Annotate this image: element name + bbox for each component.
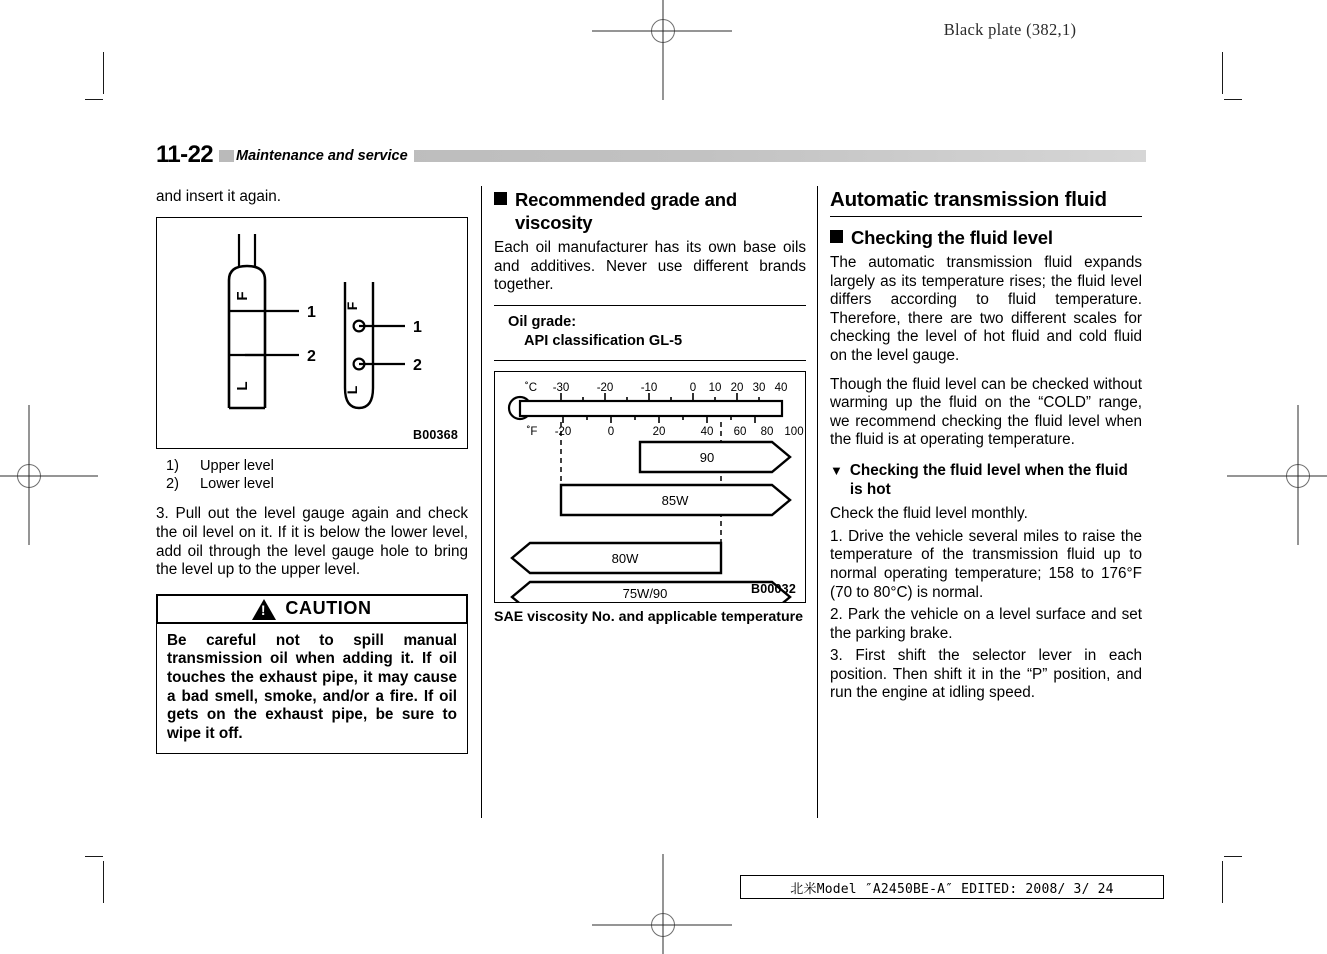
viscosity-band-90-label: 90 <box>699 449 715 465</box>
celsius-ticks <box>561 393 759 401</box>
step-2: 2. Park the vehicle on a level surface and set the parking brake. <box>830 606 1142 642</box>
svg-text:˚C: ˚C <box>524 381 538 394</box>
caution-title: CAUTION <box>285 598 372 619</box>
triangle-down-icon: ▼ <box>830 462 843 478</box>
square-bullet-icon <box>830 230 843 243</box>
heading-recommended-grade <box>494 188 806 234</box>
viscosity-band-80w-label: 80W <box>611 550 639 566</box>
legend-label: Lower level <box>200 476 274 492</box>
legend-number: 2) <box>166 476 179 492</box>
section-title: Maintenance and service <box>234 146 414 166</box>
warning-triangle-icon <box>252 599 276 620</box>
crop-mark-top-right-horizontal <box>1224 99 1242 100</box>
heading-text: Checking the fluid level <box>851 227 1053 248</box>
crop-mark-bottom-left-horizontal <box>85 856 103 857</box>
svg-text:80: 80 <box>760 425 774 438</box>
legend-item <box>156 475 468 493</box>
svg-text:30: 30 <box>752 381 766 394</box>
paragraph-1: The automatic transmission fluid expands largely as its temperature rises; the fluid level differs according to fluid temperature. Therefore, there are two different scales for checking the level of hot fluid and cold fluid on the level gauge. <box>830 254 1142 364</box>
svg-text:40: 40 <box>774 381 788 394</box>
svg-text:˚F: ˚F <box>526 425 538 438</box>
dipstick-left-lower-mark: L <box>234 381 251 391</box>
oil-grade-label: Oil grade: <box>508 313 577 330</box>
column-divider-1 <box>481 186 482 818</box>
running-head <box>156 142 1146 168</box>
heading-text: Recommended grade and viscosity <box>515 189 737 233</box>
dipstick-left-callout-2: 2 <box>307 347 316 365</box>
dipstick-left-callout-1: 1 <box>307 303 316 321</box>
subheading-hot-fluid <box>830 462 1142 499</box>
caution-text: Be careful not to spill manual transmission oil when adding it. If oil touches the exhaust pipe, it may cause a bad smell, smoke, and/or a fire. If oil gets on the exhaust pipe, be sure to wipe it off. <box>167 631 457 742</box>
dipstick-right-callout-1: 1 <box>413 318 422 336</box>
crop-mark-top-left-horizontal <box>85 99 103 100</box>
registration-mark-left <box>6 453 50 497</box>
viscosity-band-85w-label: 85W <box>661 492 689 508</box>
black-plate-label: Black plate (382,1) <box>943 20 1077 39</box>
monthly-check-text: Check the fluid level monthly. <box>830 505 1028 523</box>
viscosity-band-75w90-label: 75W/90 <box>622 585 668 601</box>
crop-mark-top-right-vertical <box>1222 52 1223 94</box>
registration-mark-right <box>1275 453 1319 497</box>
paragraph-2: Though the fluid level can be checked without warming up the fluid on the “COLD” range, we recommend checking the fluid level when the fluid is at operating temperature. <box>830 375 1142 449</box>
caution-header <box>156 594 468 624</box>
celsius-tick-labels <box>525 382 787 394</box>
figure-viscosity-chart <box>494 371 806 603</box>
dipstick-illustration <box>157 218 467 448</box>
svg-text:-20: -20 <box>554 425 572 438</box>
square-bullet-icon <box>494 192 507 205</box>
dipstick-right-upper-mark: F <box>344 301 360 310</box>
legend-number: 1) <box>166 457 179 474</box>
grade-paragraph: Each oil manufacturer has its own base oils and additives. Never use different brands together. <box>494 239 806 294</box>
page-number: 11-22 <box>156 142 219 168</box>
oil-grade-value: API classification GL-5 <box>524 332 683 349</box>
svg-text:40: 40 <box>700 425 714 438</box>
chapter-title: Automatic transmission fluid <box>830 188 1142 217</box>
column-middle <box>494 188 806 626</box>
crop-mark-bottom-left-vertical <box>103 861 104 903</box>
step-1: 1. Drive the vehicle several miles to raise the temperature of the transmission fluid up to normal operating temperature; 158 to 176°F (70 to 80°C) is normal. <box>830 527 1142 601</box>
column-divider-2 <box>817 186 818 818</box>
viscosity-band-90 <box>640 442 790 472</box>
thermometer-axis <box>509 397 782 419</box>
fahrenheit-tick-labels <box>527 426 804 438</box>
dipstick-right-lower-mark: L <box>344 385 360 394</box>
svg-text:0: 0 <box>607 425 615 438</box>
step-3-paragraph: 3. Pull out the level gauge again and check the oil level on it. If it is below the lower level, add oil through the level gauge hole to bring the level up to the upper level. <box>156 505 468 579</box>
crop-mark-bottom-right-vertical <box>1222 861 1223 903</box>
registration-mark-bottom <box>640 902 684 946</box>
figure-dipstick <box>156 217 468 449</box>
intro-paragraph: and insert it again. <box>156 188 282 205</box>
svg-text:0: 0 <box>689 381 697 394</box>
legend-item <box>156 457 468 475</box>
figure-legend <box>156 457 468 494</box>
dipstick-left-upper-mark: F <box>234 291 251 301</box>
viscosity-band-85w <box>561 485 790 515</box>
figure-code: B00032 <box>751 581 796 596</box>
caution-body <box>156 624 468 755</box>
subheading-text: Checking the fluid level when the fluid is hot <box>849 461 1128 498</box>
heading-checking-fluid-level <box>830 226 1142 249</box>
figure-caption: SAE viscosity No. and applicable temperature <box>494 608 804 625</box>
svg-text:60: 60 <box>733 425 747 438</box>
column-left <box>156 188 468 754</box>
footer-edit-stamp: 北米Model ″A2450BE-A″ EDITED: 2008/ 3/ 24 <box>740 875 1164 899</box>
registration-mark-top <box>640 8 684 52</box>
svg-text:-30: -30 <box>552 381 570 394</box>
viscosity-band-75w90 <box>512 582 790 602</box>
step-3: 3. First shift the selector lever in each position. Then shift it in the “P” position, and run the engine at idling speed. <box>830 647 1142 702</box>
svg-text:20: 20 <box>652 425 666 438</box>
legend-label: Upper level <box>200 457 274 474</box>
figure-code: B00368 <box>413 427 458 442</box>
viscosity-temperature-chart <box>495 372 805 602</box>
viscosity-band-80w <box>512 543 721 573</box>
dipstick-right-callout-2: 2 <box>413 356 422 374</box>
svg-text:100: 100 <box>784 425 804 438</box>
crop-mark-bottom-right-horizontal <box>1224 856 1242 857</box>
oil-grade-block <box>494 305 806 361</box>
svg-text:-10: -10 <box>640 381 658 394</box>
column-right <box>830 188 1142 703</box>
svg-text:-20: -20 <box>596 381 614 394</box>
svg-text:20: 20 <box>730 381 744 394</box>
svg-text:10: 10 <box>708 381 722 394</box>
crop-mark-top-left-vertical <box>103 52 104 94</box>
